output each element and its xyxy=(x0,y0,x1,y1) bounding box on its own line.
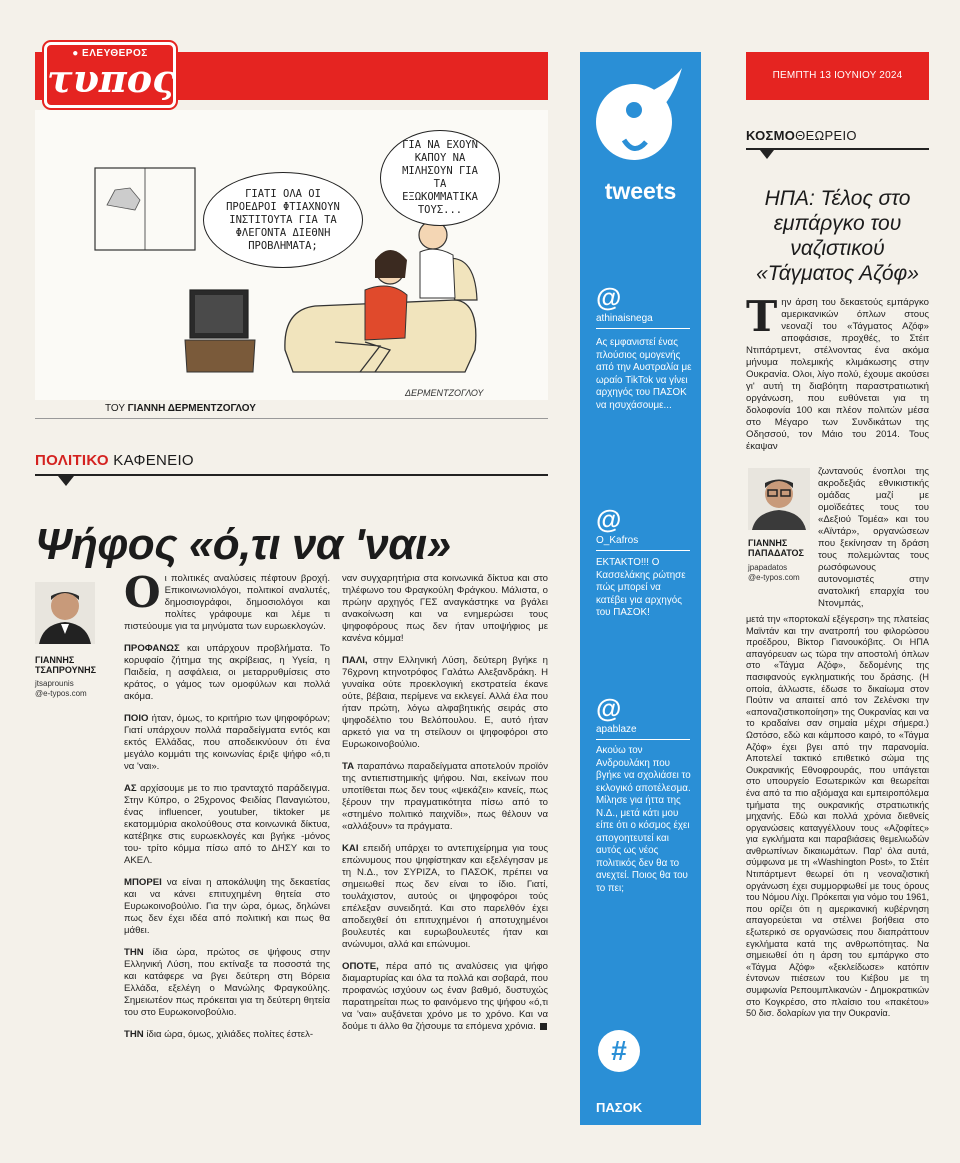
section-notch xyxy=(58,476,74,486)
hashtag-label: ΠΑΣΟΚ xyxy=(596,1100,643,1115)
paragraph-lead: ΜΠΟΡΕΙ xyxy=(124,877,162,888)
cartoon xyxy=(35,110,548,400)
dropcap: Ο xyxy=(124,568,161,617)
tweet-text: Ακούω τον Ανδρουλάκη που βγήκε να σχολιάσει το εκλογικό αποτέλεσμα. Μίλησε για ήττα της Ν.Δ., μετά κάτι μου είπε ότι ο κόσμος έχει απογοητευτεί και αυτός ως νέος πολιτικός δεν θα το ανεχτεί. Ποιος θα του το πει; xyxy=(596,745,691,894)
paragraph-text: ην άρση του δεκαετούς εμπάργκο αμερικανικών όπλων στους νεοναζί του «Τάγματος Αζόφ» αποφάσισε, προχθές, το Στέιτ Ντιπάρτμεντ, στέλνοντας ένα ακόμα μήνυμα πολεμικής κλιμάκωσης στην Ουκρανία. Ολοι, λίγο πολύ, έχουμε ακούσει γι' αυτή τη διαβόητη παραστρατιωτική οργάνωση, που ευθύνεται για τη δολοφονία 100 και πλέον πολιτών μέσα στο Μέγαρο των Συνδικάτων της Οδησσού, τον Μάιο του 2014. Τους έκαψαν xyxy=(746,297,929,452)
paragraph-text: στην Ελληνική Λύση, δεύτερη βγήκε η 76χρονη κτηνοτρόφος Γαλάτω Αλεξανδράκη. Η γυναίκα ούτε προεκλογική εκστρατεία έκανε ούτε, βέβαια, περίμενε να εκλεγεί. Αλλά έλα που ήταν πρώτη, λόγω αλφαβητικής σειράς στο ψηφοδέλτιο του Βελόπουλου. Ε, αυτό ήταν αρκετό για να τη στείλουν οι ψηφοφόροι στο Ευρωκοινοβούλιο. xyxy=(342,655,548,750)
at-icon: @ xyxy=(596,282,622,312)
tweet-handle: apablaze xyxy=(596,724,637,735)
article-column-1 xyxy=(124,568,330,1051)
logo-small-text: ● ΕΛΕΥΘΕΡΟΣ xyxy=(72,48,148,59)
paragraph-lead: ΟΠΟΤΕ, xyxy=(342,961,379,972)
paragraph xyxy=(342,961,548,1033)
divider xyxy=(35,418,548,419)
paragraph-text: ίδια ώρα, πρώτος σε ψήφους στην Ελληνική Λύση, που εκτίναξε τα ποσοστά της και κατάφερε να βγει δεύτερη στη Βόρεια Ελλάδα, εξελέγη ο Μανώλης Φραγκούλης. Σημειωτέον πως πρόκειται για τη δεύτερη θητεία του στο Ευρωκοινοβούλιο. xyxy=(124,947,330,1018)
paragraph-lead: ΠΡΟΦΑΝΩΣ xyxy=(124,643,180,654)
tweet-handle: athinaisnega xyxy=(596,313,653,324)
hashtag-icon: # xyxy=(598,1030,640,1072)
right-author-photo xyxy=(748,468,810,530)
paragraph xyxy=(746,614,929,1020)
speech-bubble-right: ΓΙΑ ΝΑ ΕΧΟΥΝ ΚΑΠΟΥ ΝΑ ΜΙΛΗΣΟΥΝ ΓΙΑ ΤΑ ΕΞΩΚΟΜΜΑΤΙΚΑ ΤΟΥΣ... xyxy=(380,130,500,226)
paragraph-text: ίδια ώρα, όμως, χιλιάδες πολίτες έστελ- xyxy=(143,1029,314,1040)
paragraph xyxy=(124,783,330,867)
logo-big-text: τυπος xyxy=(47,56,176,101)
paragraph-text: ζωντανούς ένοπλοι της ακροδεξιάς εθνικιστικής ομάδας μαζί με ομοϊδεάτες τους του «Δεξιού Τομέα» και του «Αϊντάρ», οργανώσεων που ξεκίνησαν τη δράση τους πολεμώντας τους ρωσόφωνους αυτονομιστές στην ανατολική επαρχία του Ντονμπάς, xyxy=(818,466,929,609)
paragraph-text: αρχίσουμε με το πιο τρανταχτό παράδειγμα. Στην Κύπρο, ο 25χρονος Φειδίας Παναγιώτου, ένας influencer, youtuber, tiktoker με εκατομμύρια ακολούθους στα κοινωνικά δίκτυα, κατέβηκε στις ευρωεκλογές και βγήκε -μόνος του- τρίτο κόμμα πίσω από το ΔΗΣΥ και το ΑΚΕΛ. xyxy=(124,783,330,866)
author-email: @e-typos.com xyxy=(35,689,87,698)
right-section-rest: ΘΕΩΡΕΙΟ xyxy=(795,128,857,143)
paragraph-text: να είναι η αποκάλυψη της δεκαετίας και να κάνει επιτυχημένη θητεία στο Ευρωκοινοβούλιο. Για την ώρα, όμως, δηλώνει πως δεν έχει ιδέα από πολιτική και πως θα μάθει. xyxy=(124,877,330,936)
newspaper-logo xyxy=(44,42,176,108)
right-section-notch xyxy=(760,150,774,159)
tweet-text: ΕΚΤΑΚΤΟ!!! Ο Κασσελάκης ρώτησε πώς μπορεί να κατέβει για αρχηγός του ΠΑΣΟΚ! xyxy=(596,557,686,618)
tweet-rule xyxy=(596,328,690,329)
paragraph xyxy=(124,713,330,773)
paragraph-lead: ΠΟΙΟ xyxy=(124,713,149,724)
tweets-bird-icon xyxy=(594,60,686,180)
author-name: ΓΙΑΝΝΗΣ ΤΣΑΠΡΟΥΝΗΣ xyxy=(35,655,97,675)
paragraph xyxy=(124,643,330,703)
paragraph-lead: ΤΗΝ xyxy=(124,1029,144,1040)
cartoon-byline-name: ΓΙΑΝΝΗ ΔΕΡΜΕΝΤΖΟΓΛΟΥ xyxy=(127,403,256,414)
right-author-handle: jpapadatos xyxy=(748,563,788,572)
section-label xyxy=(35,452,194,469)
right-section-label xyxy=(746,128,857,143)
author-photo xyxy=(35,582,95,644)
article-column-2 xyxy=(342,573,548,1043)
right-headline: ΗΠΑ: Τέλος στο εμπάργκο του ναζιστικού «Τάγματος Αζόφ» xyxy=(756,187,919,285)
cartoon-byline-prefix: ΤΟΥ xyxy=(105,403,128,414)
paragraph-lead: ΠΑΛΙ, xyxy=(342,655,368,666)
right-article-top xyxy=(746,292,929,463)
tweets-title: tweets xyxy=(604,178,677,204)
tweet-rule xyxy=(596,550,690,551)
dropcap: Τ xyxy=(746,292,778,341)
tweet-handle: O_Kafros xyxy=(596,535,639,546)
at-icon: @ xyxy=(596,504,622,534)
section-label-bold: ΠΟΛΙΤΙΚΟ xyxy=(35,452,109,469)
paragraph-lead: ΚΑΙ xyxy=(342,843,359,854)
cartoon-signature: ΔΕΡΜΕΝΤΖΟΓΛΟΥ xyxy=(405,388,484,398)
right-article-wrap xyxy=(818,466,929,620)
section-label-rest: ΚΑΦΕΝΕΙΟ xyxy=(108,452,194,469)
paragraph-text: πέρα από τις αναλύσεις για ψήφο διαμαρτυρίας και όλα τα πολλά και σοβαρά, που προφανώς ισχύουν ως έναν βαθμό, δυστυχώς παρατηρείται πως το φαινόμενο της ψήφου «ό,τι να 'ναι» αυξάνεται χρόνο με το χρόνο. Και να δούμε τι άλλο θα ζήσουμε τα επόμενα χρόνια. xyxy=(342,961,548,1032)
paragraph-lead: ΤΗΝ xyxy=(124,947,144,958)
paragraph-text: και υπάρχουν προβλήματα. Το κορυφαίο ζήτημα της ακρίβειας, η Υγεία, η Παιδεία, η ασφάλεια, οι μεταρρυθμίσεις στο κράτος, ο γάμος των ομοφύλων και πολλά ακόμα. xyxy=(124,643,330,702)
right-author-email: @e-typos.com xyxy=(748,573,800,582)
article-headline: Ψήφος «ό,τι να 'ναι» xyxy=(35,520,451,569)
paragraph xyxy=(818,466,929,610)
tweet-text: Ας εμφανιστεί ένας πλούσιος ομογενής από την Αυστραλία με ωραίο TikTok να γίνει αρχηγός του ΠΑΣΟΚ να ησυχάσουμε... xyxy=(596,337,692,411)
cartoon-byline xyxy=(105,403,256,414)
tweet-rule xyxy=(596,739,690,740)
paragraph-text: παραπάνω παραδείγματα αποτελούν προϊόν της αντιεπιστημικής ψήφου. Ναι, εκείνων που υποτίθεται πως δεν τους «ψεκάζει» κανείς, πως ξέρουν την πραγματικότητα πίσω από το «στημένο πολιτικό παιχνίδι», πως θέλουν να «αλλάξουν» τα πράγματα. xyxy=(342,761,548,832)
paragraph xyxy=(342,761,548,833)
paragraph xyxy=(124,947,330,1019)
end-mark xyxy=(540,1023,547,1030)
paragraph xyxy=(342,843,548,951)
paragraph xyxy=(124,1029,330,1041)
paragraph xyxy=(124,568,330,633)
right-article-bottom xyxy=(746,614,929,1030)
paragraph-lead: ΤΑ xyxy=(342,761,355,772)
paragraph-text: μετά την «πορτοκαλί εξέγερση» της πλατείας Μαϊντάν και την ανατροπή του φιλορώσου προέδρου, Βίκτορ Γιανουκόβιτς. Οι ΗΠΑ απαγόρευαν ως τώρα την αποστολή όπλων στο «Τάγμα Αζόφ», δεδομένης της πασιφανούς εγκληματικής του δράσης. (Η οποία, άλλωστε, έδωσε το δικαίωμα στον Πούτιν να απαιτεί από τον Ζελένσκι την «αποναζιστικοποίηση» της Ουκρανίας και να το κραδαίνει σαν σημαία μέχρι σήμερα.) Ωστόσο, εδώ και κάμποσο καιρό, το «Τάγμα Αζόφ» έχει βγει από την παρανομία. Αποτελεί τακτικό επιθετικό σώμα της Ουκρανικής Εθνοφρουράς, που υπάγεται στο υπουργείο Εσωτερικών και θεωρείται ένα από τα πιο αξιόμαχα και εμπειροπόλεμα τμήματα της ουκρανικής στρατιωτικής μηχανής. Εδώ και πολλά χρόνια διεθνείς οργανώσεις καταγγέλλουν τους «Αζοφίτες» για εγκλήματα και παραβιάσεις θεμελιωδών ανθρωπίνων δικαιωμάτων. Παρ' όλα αυτά, σύμφωνα με τη «Washington Post», το Στέιτ Ντιπάρτμεντ θεωρεί ότι η νεοναζιστική οργάνωση έχει συμμορφωθεί με τους όρους του Νόμου Λίχι. Πρόκειται για νόμο του 1961, που ορίζει ότι η αμερικανική κυβέρνηση απαγορεύεται να στέλνει βοήθεια στο εξωτερικό σε οργανώσεις που διαπράττουν εγκλήματα κατά της ανθρωπότητας. Να σημειωθεί ότι η άρση του εμπάργκο στο «Τάγμα Αζόφ» «ξεκλείδωσε» κατόπιν έντονων πιέσεων του Κιέβου με τη συμφωνία Ρεπουμπλικανών - Δημοκρατικών στο Κογκρέσο, στο πλαίσιο του «πακέτου» 50 δισ. δολαρίων για την Ουκρανία. xyxy=(746,614,929,1019)
paragraph xyxy=(746,292,929,453)
speech-bubble-left: ΓΙΑΤΙ ΟΛΑ ΟΙ ΠΡΟΕΔΡΟΙ ΦΤΙΑΧΝΟΥΝ ΙΝΣΤΙΤΟΥΤΑ ΓΙΑ ΤΑ ΦΛΕΓΟΝΤΑ ΔΙΕΘΝΗ ΠΡΟΒΛΗΜΑΤΑ; xyxy=(203,172,363,268)
paragraph-text: ήταν, όμως, το κριτήριο των ψηφοφόρων; Γιατί υπάρχουν πολλά παραδείγματα εντός και εκτός Ελλάδας, που αποδεικνύουν ότι ένα μεγάλο κομμάτι της κοινωνίας έριξε ψήφο «ό,τι να 'ναι». xyxy=(124,713,330,772)
paragraph-text: ναν συγχαρητήρια στα κοινωνικά δίκτυα και στο τηλέφωνο του Φραγκούλη Φράγκου. Μάλιστα, ο πρώην αρχηγός ΓΕΣ αναγκάστηκε να βγάλει ανακοίνωση και να ενημερώσει τους ψηφοφόρους πως δεν ήταν υποψήφιος με κανένα κόμμα! xyxy=(342,573,548,644)
paragraph xyxy=(342,573,548,645)
paragraph-text: επειδή υπάρχει το αντεπιχείρημα για τους επώνυμους που ψηφίστηκαν και εξελέγησαν με τη Ν.Δ., τον ΣΥΡΙΖΑ, το ΠΑΣΟΚ, πρέπει να σημειωθεί πως δεν είναι το ίδιο. Γιατί, τουλάχιστον, αυτούς οι ψηφοφόροι τούς επέλεξαν συνειδητά. Και στο παρελθόν έχει αποδειχθεί ότι επιτυχημένοι ή αποτυχημένοι βουλευτές και ευρωβουλευτές ήταν και ανώνυμοι, αλλά και επώνυμοι. xyxy=(342,843,548,950)
issue-date: ΠΕΜΠΤΗ 13 ΙΟΥΝΙΟΥ 2024 xyxy=(772,70,903,81)
paragraph xyxy=(342,655,548,751)
paragraph-text: ι πολιτικές αναλύσεις πέφτουν βροχή. Επικοινωνιολόγοι, πολιτικοί αναλυτές, δημοσιογράφοι, δημοσιολόγοι και πολίτες γράφουμε και λέμε τι πιστεύουμε για τα μηνύματα των ευρωεκλογών. xyxy=(124,573,330,632)
section-rule xyxy=(35,474,548,476)
paragraph-lead: ΑΣ xyxy=(124,783,137,794)
at-icon: @ xyxy=(596,693,622,723)
paragraph xyxy=(124,877,330,937)
right-section-bold: ΚΟΣΜΟ xyxy=(746,128,796,143)
right-author-name: ΓΙΑΝΝΗΣ ΠΑΠΑΔΑΤΟΣ xyxy=(748,538,804,558)
author-handle: jtsaprounis xyxy=(35,679,74,688)
